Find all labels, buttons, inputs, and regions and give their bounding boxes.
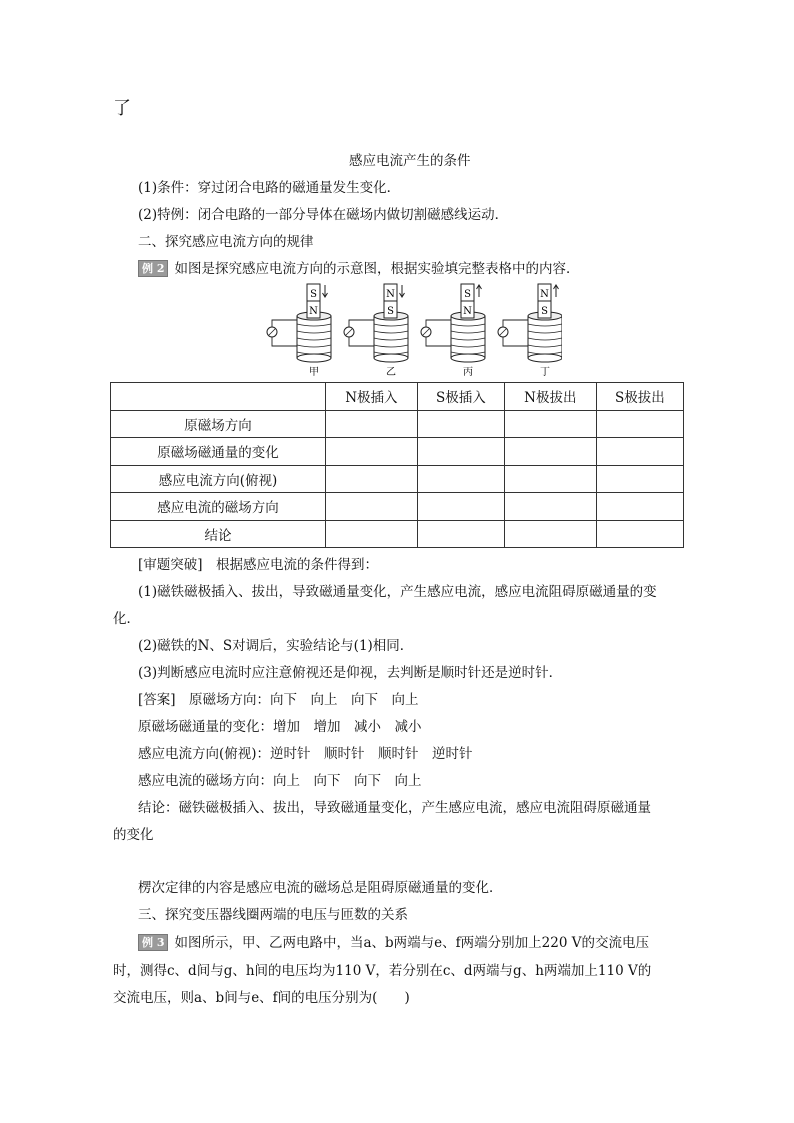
answer-line-2: 原磁场磁通量的变化：增加 增加 减小 减小 xyxy=(138,719,422,735)
example-3-tag: 例 3 xyxy=(138,934,168,951)
example-3-line-2: 时，测得c、d间与g、h间的电压均为110 V，若分别在c、d两端与g、h两端加上110 V的 xyxy=(113,963,652,979)
answer-conclusion: 结论：磁铁磁极插入、拔出，导致磁通量变化，产生感应电流，感应电流阻碍原磁通量 xyxy=(138,800,651,816)
page-fragment-char: 了 xyxy=(113,98,131,119)
table-row xyxy=(111,410,684,438)
coil xyxy=(297,316,331,358)
magnet-pole-label: N xyxy=(386,289,395,300)
motion-arrow-up-icon xyxy=(477,285,482,297)
example-2 xyxy=(138,257,579,277)
analysis-heading: [审题突破] 根据感应电流的条件得到： xyxy=(138,557,379,573)
table-header-cell: N极插入 xyxy=(326,383,418,411)
magnet-pole-label: S xyxy=(464,289,471,300)
table-row xyxy=(111,520,684,548)
table-row xyxy=(111,465,684,493)
figure-label: 丁 xyxy=(540,367,550,378)
row-label: 感应电流方向(俯视) xyxy=(111,465,326,493)
row-label: 感应电流的磁场方向 xyxy=(111,493,326,521)
figure-label: 乙 xyxy=(386,367,396,378)
coil xyxy=(374,316,408,358)
answer-line-3: 感应电流方向(俯视)：逆时针 顺时针 顺时针 逆时针 xyxy=(138,746,473,762)
experiment-unit xyxy=(344,284,408,378)
row-label: 原磁场磁通量的变化 xyxy=(111,438,326,466)
motion-arrow-down-icon xyxy=(400,285,405,297)
magnet-pole-label: N xyxy=(309,306,318,317)
magnet-pole-label: N xyxy=(540,289,549,300)
table-header-cell: S极拔出 xyxy=(596,383,683,411)
analysis-1-cont: 化． xyxy=(113,611,140,627)
section-2-title: 二、探究感应电流方向的规律 xyxy=(138,234,314,250)
example-2-text: 如图是探究感应电流方向的示意图，根据实验填完整表格中的内容． xyxy=(174,261,580,277)
example-2-tag: 例 2 xyxy=(138,260,168,277)
magnet-pole-label: N xyxy=(463,306,472,317)
section-3-title: 三、探究变压器线圈两端的电压与匝数的关系 xyxy=(138,907,408,923)
table-header-cell: S极插入 xyxy=(417,383,504,411)
motion-arrow-up-icon xyxy=(554,285,559,297)
figure-label: 甲 xyxy=(309,367,319,378)
analysis-3: (3)判断感应电流时应注意俯视还是仰视，去判断是顺时针还是逆时针． xyxy=(138,665,563,681)
row-label: 结论 xyxy=(111,520,326,548)
results-table xyxy=(110,382,684,548)
magnet-pole-label: S xyxy=(310,289,317,300)
condition-2: (2)特例：闭合电路的一部分导体在磁场内做切割磁感线运动． xyxy=(138,207,509,223)
magnet-pole-label: S xyxy=(541,306,548,317)
answer-line-4: 感应电流的磁场方向：向上 向下 向下 向上 xyxy=(138,773,422,789)
analysis-2: (2)磁铁的N、S对调后，实验结论与(1)相同． xyxy=(138,638,414,654)
figure-label: 丙 xyxy=(463,367,473,378)
experiment-unit xyxy=(421,284,485,378)
row-label: 原磁场方向 xyxy=(111,410,326,438)
analysis-1: (1)磁铁磁极插入、拔出，导致磁通量变化，产生感应电流，感应电流阻碍原磁通量的变 xyxy=(138,584,657,600)
magnet-pole-label: S xyxy=(387,306,394,317)
table-row xyxy=(111,493,684,521)
table-header-cell: N极拔出 xyxy=(504,383,596,411)
lenz-law-statement: 楞次定律的内容是感应电流的磁场总是阻碍原磁通量的变化． xyxy=(138,880,503,896)
table-header-row xyxy=(111,383,684,411)
example-3-line-1: 如图所示，甲、乙两电路中，当a、b两端与e、f两端分别加上220 V的交流电压 xyxy=(174,935,649,951)
example-3 xyxy=(138,931,649,951)
coil xyxy=(451,316,485,358)
answer-line-1: [答案] 原磁场方向：向下 向上 向下 向上 xyxy=(138,692,419,708)
motion-arrow-down-icon xyxy=(323,285,328,297)
table-header-cell xyxy=(111,383,326,411)
experiment-unit xyxy=(267,284,331,378)
section-heading: 感应电流产生的条件 xyxy=(349,153,471,169)
condition-1: (1)条件：穿过闭合电路的磁通量发生变化． xyxy=(138,180,401,196)
coil xyxy=(528,316,562,358)
experiment-unit xyxy=(498,284,562,378)
induction-experiment-figure xyxy=(262,282,562,378)
table-row xyxy=(111,438,684,466)
answer-conclusion-cont: 的变化 xyxy=(113,827,154,843)
example-3-line-3: 交流电压，则a、b间与e、f间的电压分别为( ) xyxy=(113,990,410,1006)
